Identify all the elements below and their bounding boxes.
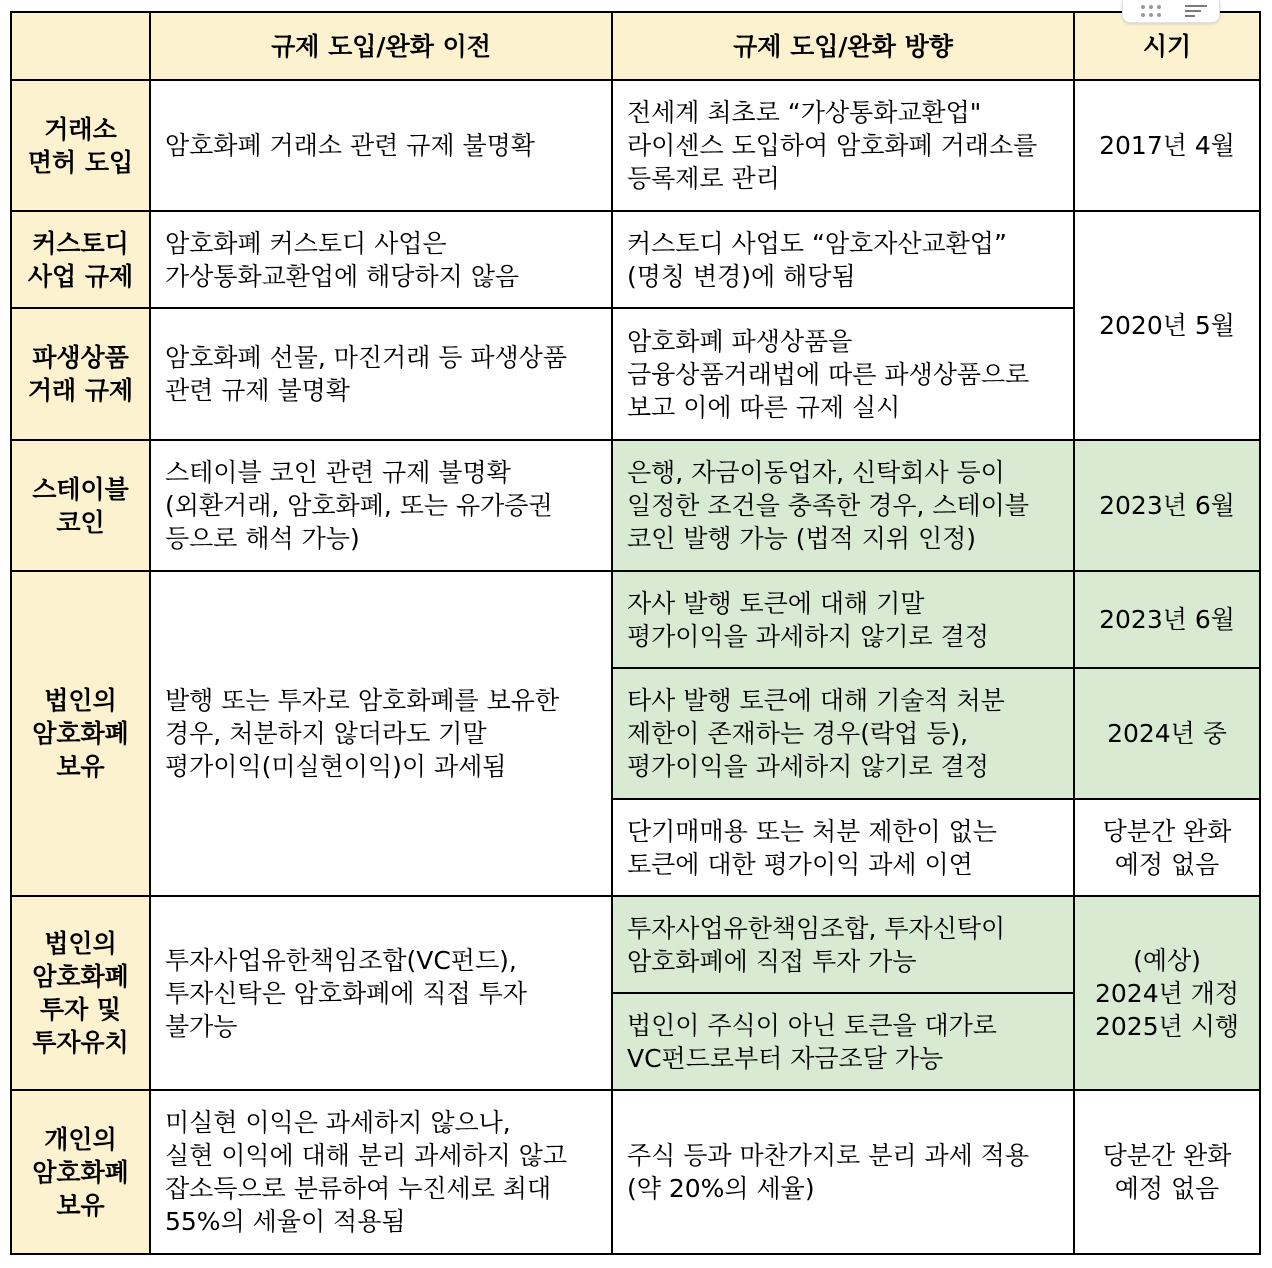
drag-handle-icon[interactable] [1141, 4, 1165, 18]
cell-time: 2024년 중 [1074, 668, 1260, 799]
table-row [11, 440, 1260, 571]
table-row [11, 80, 1260, 211]
cell-before: 미실현 이익은 과세하지 않으나, 실현 이익에 대해 분리 과세하지 않고 잡소득으로 분류하여 누진세로 최대 55%의 세율이 적용됨 [150, 1090, 612, 1254]
cell-direction: 자사 발행 토큰에 대해 기말 평가이익을 과세하지 않기로 결정 [612, 571, 1074, 668]
cell-direction: 단기매매용 또는 처분 제한이 없는 토큰에 대한 평가이익 과세 이연 [612, 799, 1074, 896]
row-head-individual-holding: 개인의 암호화폐 보유 [11, 1090, 150, 1254]
cell-before: 발행 또는 투자로 암호화폐를 보유한 경우, 처분하지 않더라도 기말 평가이익(미실현이익)이 과세됨 [150, 571, 612, 896]
cell-direction: 커스토디 사업도 “암호자산교환업” (명칭 변경)에 해당됨 [612, 211, 1074, 308]
table-row [11, 896, 1260, 993]
cell-before: 암호화폐 선물, 마진거래 등 파생상품 관련 규제 불명확 [150, 308, 612, 440]
header-time: 시기 [1074, 12, 1260, 80]
cell-direction: 은행, 자금이동업자, 신탁회사 등이 일정한 조건을 충족한 경우, 스테이블 코인 발행 가능 (법적 지위 인정) [612, 440, 1074, 571]
row-head-exchange-license: 거래소 면허 도입 [11, 80, 150, 211]
cell-before: 암호화폐 커스토디 사업은 가상통화교환업에 해당하지 않음 [150, 211, 612, 308]
cell-time: 2020년 5월 [1074, 211, 1260, 440]
regulation-table [10, 11, 1261, 1255]
table-row [11, 211, 1260, 308]
cell-before: 스테이블 코인 관련 규제 불명확 (외환거래, 암호화폐, 또는 유가증권 등으로 해석 가능) [150, 440, 612, 571]
table-row [11, 308, 1260, 440]
sort-lines-icon[interactable] [1185, 4, 1207, 18]
cell-direction: 타사 발행 토큰에 대해 기술적 처분 제한이 존재하는 경우(락업 등), 평가이익을 과세하지 않기로 결정 [612, 668, 1074, 799]
cell-time: 2023년 6월 [1074, 571, 1260, 668]
cell-before: 암호화폐 거래소 관련 규제 불명확 [150, 80, 612, 211]
row-head-derivatives: 파생상품 거래 규제 [11, 308, 150, 440]
row-head-custody: 커스토디 사업 규제 [11, 211, 150, 308]
cell-direction: 법인이 주식이 아닌 토큰을 대가로 VC펀드로부터 자금조달 가능 [612, 993, 1074, 1090]
header-direction: 규제 도입/완화 방향 [612, 12, 1074, 80]
cell-before: 투자사업유한책임조합(VC펀드), 투자신탁은 암호화폐에 직접 투자 불가능 [150, 896, 612, 1090]
cell-direction: 전세계 최초로 “가상통화교환업" 라이센스 도입하여 암호화폐 거래소를 등록제로 관리 [612, 80, 1074, 211]
table-row [11, 1090, 1260, 1254]
table-row [11, 571, 1260, 668]
cell-direction: 주식 등과 마찬가지로 분리 과세 적용 (약 20%의 세율) [612, 1090, 1074, 1254]
cell-direction: 암호화폐 파생상품을 금융상품거래법에 따른 파생상품으로 보고 이에 따른 규제 실시 [612, 308, 1074, 440]
cell-time: 당분간 완화 예정 없음 [1074, 799, 1260, 896]
row-head-corporate-holding: 법인의 암호화폐 보유 [11, 571, 150, 896]
cell-time: 당분간 완화 예정 없음 [1074, 1090, 1260, 1254]
row-head-corporate-investment: 법인의 암호화폐 투자 및 투자유치 [11, 896, 150, 1090]
header-before: 규제 도입/완화 이전 [150, 12, 612, 80]
cell-time: 2023년 6월 [1074, 440, 1260, 571]
header-row [11, 12, 1260, 80]
cell-direction: 투자사업유한책임조합, 투자신탁이 암호화폐에 직접 투자 가능 [612, 896, 1074, 993]
cell-time: (예상) 2024년 개정 2025년 시행 [1074, 896, 1260, 1090]
row-head-stablecoin: 스테이블 코인 [11, 440, 150, 571]
header-corner [11, 12, 150, 80]
floating-toolbar [1122, 0, 1220, 23]
cell-time: 2017년 4월 [1074, 80, 1260, 211]
